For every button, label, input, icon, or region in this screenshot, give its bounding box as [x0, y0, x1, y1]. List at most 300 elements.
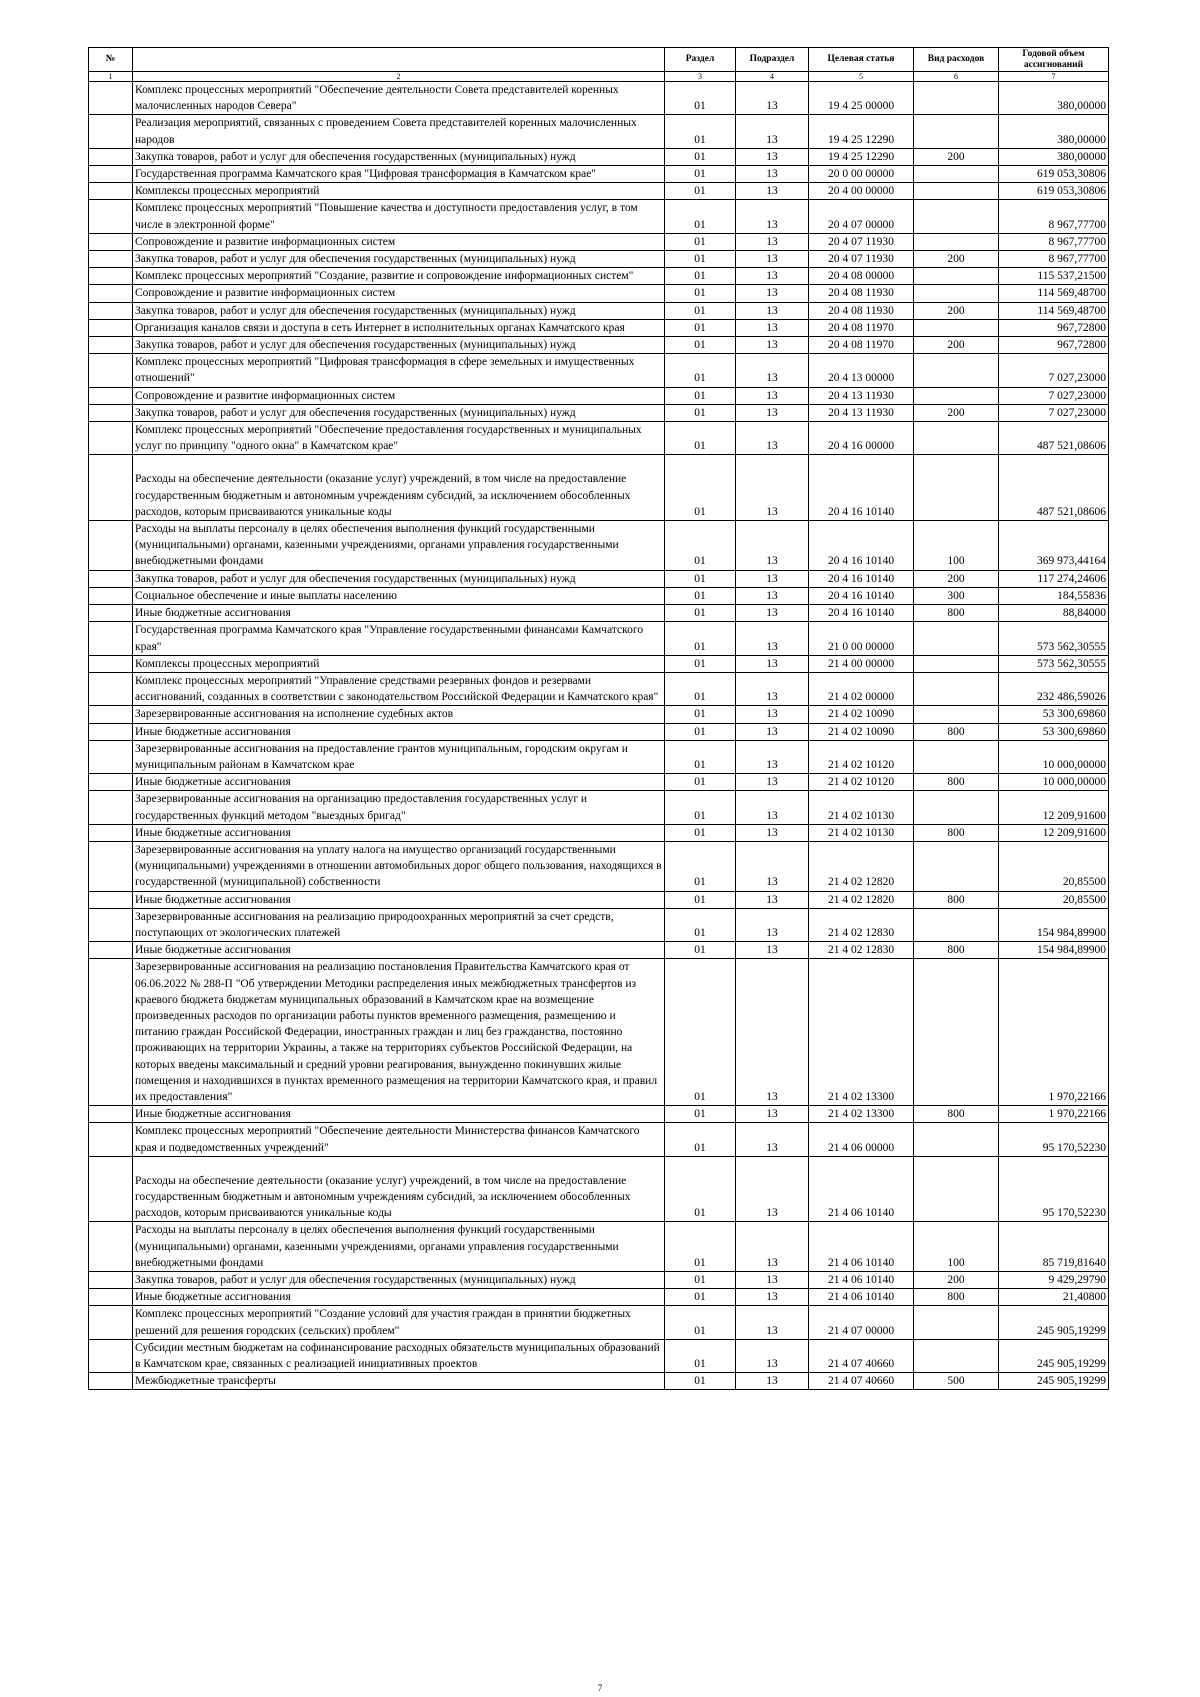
cell-razdel: 01 — [665, 422, 736, 455]
cell-amount: 573 562,30555 — [999, 622, 1109, 655]
cell-no — [89, 791, 133, 824]
cell-razdel: 01 — [665, 1373, 736, 1390]
cell-target: 20 4 16 10140 — [809, 587, 914, 604]
table-row — [89, 1222, 1109, 1272]
cell-amount: 8 967,77700 — [999, 251, 1109, 268]
cell-amount: 7 027,23000 — [999, 404, 1109, 421]
cell-razdel: 01 — [665, 166, 736, 183]
cell-razdel: 01 — [665, 82, 736, 115]
cell-podrazdel: 13 — [736, 655, 809, 672]
cell-vid — [914, 183, 999, 200]
cell-target: 21 4 02 10120 — [809, 740, 914, 773]
table-row — [89, 337, 1109, 354]
cell-amount: 380,00000 — [999, 115, 1109, 148]
cell-razdel: 01 — [665, 942, 736, 959]
cell-no — [89, 570, 133, 587]
cell-name: Комплекс процессных мероприятий "Управление средствами резервных фондов и резервами ассигнований, созданных в соответствии с законодательством Российской Федерации и Камчатского края" — [133, 672, 665, 705]
cell-podrazdel: 13 — [736, 1272, 809, 1289]
cell-vid — [914, 285, 999, 302]
header-podrazdel: Подраздел — [736, 48, 809, 72]
cell-target: 20 4 16 10140 — [809, 521, 914, 571]
cell-razdel: 01 — [665, 148, 736, 165]
cell-razdel: 01 — [665, 959, 736, 1106]
cell-no — [89, 942, 133, 959]
cell-no — [89, 824, 133, 841]
cell-razdel: 01 — [665, 387, 736, 404]
cell-vid: 800 — [914, 723, 999, 740]
cell-amount: 21,40800 — [999, 1289, 1109, 1306]
column-number: 6 — [914, 72, 999, 82]
cell-razdel: 01 — [665, 824, 736, 841]
cell-vid — [914, 166, 999, 183]
cell-target: 20 4 08 11970 — [809, 319, 914, 336]
cell-no — [89, 148, 133, 165]
cell-name: Иные бюджетные ассигнования — [133, 1289, 665, 1306]
cell-podrazdel: 13 — [736, 183, 809, 200]
cell-amount: 114 569,48700 — [999, 302, 1109, 319]
cell-amount: 53 300,69860 — [999, 706, 1109, 723]
cell-name: Государственная программа Камчатского края "Управление государственными финансами Камчатского края" — [133, 622, 665, 655]
cell-razdel: 01 — [665, 622, 736, 655]
table-row — [89, 1306, 1109, 1339]
cell-vid — [914, 908, 999, 941]
cell-vid — [914, 1339, 999, 1372]
cell-no — [89, 605, 133, 622]
cell-name: Зарезервированные ассигнования на реализацию постановления Правительства Камчатского края от 06.06.2022 № 288-П "Об утверждении Методики распределения иных межбюджетных трансфертов из краевого бюджета бюджетам муниципальных образований в Камчатском крае на возмещение произведенных расходов по организации работы пунктов временного размещения, размещению и питанию граждан Российской Федерации, иностранных граждан и лиц без гражданства, постоянно проживающих на территории Украины, а также на территориях субъектов Российской Федерации, на которых введены максимальный и средний уровни реагирования, вынужденно покинувших жилые помещения и находившихся в пунктах временного размещения на территории Камчатского края, и правил их предоставления" — [133, 959, 665, 1106]
cell-target: 21 4 00 00000 — [809, 655, 914, 672]
cell-podrazdel: 13 — [736, 908, 809, 941]
cell-razdel: 01 — [665, 908, 736, 941]
cell-name: Закупка товаров, работ и услуг для обеспечения государственных (муниципальных) нужд — [133, 251, 665, 268]
table-row — [89, 82, 1109, 115]
cell-amount: 8 967,77700 — [999, 200, 1109, 233]
cell-name: Иные бюджетные ассигнования — [133, 891, 665, 908]
table-row — [89, 740, 1109, 773]
cell-target: 21 4 02 12820 — [809, 891, 914, 908]
cell-podrazdel: 13 — [736, 268, 809, 285]
cell-target: 19 4 25 12290 — [809, 115, 914, 148]
cell-no — [89, 1339, 133, 1372]
cell-podrazdel: 13 — [736, 1373, 809, 1390]
cell-target: 20 4 08 11970 — [809, 337, 914, 354]
cell-vid — [914, 841, 999, 891]
cell-vid: 200 — [914, 337, 999, 354]
cell-vid: 800 — [914, 891, 999, 908]
cell-razdel: 01 — [665, 1123, 736, 1156]
cell-amount: 573 562,30555 — [999, 655, 1109, 672]
cell-amount: 88,84000 — [999, 605, 1109, 622]
cell-podrazdel: 13 — [736, 706, 809, 723]
cell-name: Зарезервированные ассигнования на исполнение судебных актов — [133, 706, 665, 723]
cell-name: Комплекс процессных мероприятий "Обеспечение деятельности Совета представителей коренных малочисленных народов Севера" — [133, 82, 665, 115]
cell-vid: 800 — [914, 824, 999, 841]
cell-name: Расходы на обеспечение деятельности (оказание услуг) учреждений, в том числе на предоставление государственным бюджетным и автономным учреждениям субсидий, за исключением обособленных расходов, которым присваиваются уникальные коды — [133, 1156, 665, 1222]
table-row — [89, 587, 1109, 604]
cell-no — [89, 1373, 133, 1390]
cell-vid: 500 — [914, 1373, 999, 1390]
cell-vid: 800 — [914, 1106, 999, 1123]
cell-amount: 20,85500 — [999, 841, 1109, 891]
table-row — [89, 148, 1109, 165]
cell-name: Сопровождение и развитие информационных систем — [133, 285, 665, 302]
cell-no — [89, 891, 133, 908]
cell-razdel: 01 — [665, 200, 736, 233]
cell-podrazdel: 13 — [736, 319, 809, 336]
cell-target: 20 4 08 11930 — [809, 302, 914, 319]
cell-podrazdel: 13 — [736, 521, 809, 571]
cell-amount: 114 569,48700 — [999, 285, 1109, 302]
cell-razdel: 01 — [665, 233, 736, 250]
cell-podrazdel: 13 — [736, 233, 809, 250]
cell-amount: 95 170,52230 — [999, 1123, 1109, 1156]
cell-no — [89, 455, 133, 521]
cell-name: Комплекс процессных мероприятий "Создание условий для участия граждан в принятии бюджетных решений для решения городских (сельских) проблем" — [133, 1306, 665, 1339]
cell-amount: 154 984,89900 — [999, 942, 1109, 959]
cell-name: Закупка товаров, работ и услуг для обеспечения государственных (муниципальных) нужд — [133, 570, 665, 587]
cell-no — [89, 841, 133, 891]
cell-razdel: 01 — [665, 740, 736, 773]
table-row — [89, 422, 1109, 455]
cell-name: Расходы на выплаты персоналу в целях обеспечения выполнения функций государственными (муниципальными) органами, казенными учреждениями, органами управления государственными внебюджетными фондами — [133, 1222, 665, 1272]
cell-target: 21 4 02 10090 — [809, 706, 914, 723]
cell-vid — [914, 672, 999, 705]
cell-name: Социальное обеспечение и иные выплаты населению — [133, 587, 665, 604]
cell-podrazdel: 13 — [736, 570, 809, 587]
cell-no — [89, 404, 133, 421]
cell-vid — [914, 622, 999, 655]
cell-amount: 20,85500 — [999, 891, 1109, 908]
cell-amount: 967,72800 — [999, 337, 1109, 354]
cell-name: Комплексы процессных мероприятий — [133, 183, 665, 200]
cell-no — [89, 251, 133, 268]
cell-amount: 619 053,30806 — [999, 166, 1109, 183]
cell-name: Организация каналов связи и доступа в сеть Интернет в исполнительных органах Камчатского края — [133, 319, 665, 336]
header-vid: Вид расходов — [914, 48, 999, 72]
cell-target: 21 4 02 12820 — [809, 841, 914, 891]
cell-vid — [914, 740, 999, 773]
column-number: 2 — [133, 72, 665, 82]
cell-razdel: 01 — [665, 354, 736, 387]
header-name — [133, 48, 665, 72]
cell-vid: 100 — [914, 521, 999, 571]
cell-name: Зарезервированные ассигнования на реализацию природоохранных мероприятий за счет средств, поступающих от экологических платежей — [133, 908, 665, 941]
cell-amount: 9 429,29790 — [999, 1272, 1109, 1289]
table-row — [89, 404, 1109, 421]
cell-amount: 95 170,52230 — [999, 1156, 1109, 1222]
column-number: 3 — [665, 72, 736, 82]
table-row — [89, 115, 1109, 148]
cell-no — [89, 166, 133, 183]
cell-podrazdel: 13 — [736, 285, 809, 302]
cell-no — [89, 706, 133, 723]
cell-razdel: 01 — [665, 891, 736, 908]
cell-no — [89, 302, 133, 319]
cell-razdel: 01 — [665, 455, 736, 521]
cell-name: Иные бюджетные ассигнования — [133, 774, 665, 791]
cell-razdel: 01 — [665, 1289, 736, 1306]
cell-amount: 1 970,22166 — [999, 959, 1109, 1106]
cell-name: Реализация мероприятий, связанных с проведением Совета представителей коренных малочисленных народов — [133, 115, 665, 148]
cell-no — [89, 1272, 133, 1289]
header-no: № — [89, 48, 133, 72]
cell-amount: 10 000,00000 — [999, 774, 1109, 791]
cell-no — [89, 655, 133, 672]
table-row — [89, 1156, 1109, 1222]
cell-podrazdel: 13 — [736, 622, 809, 655]
cell-no — [89, 268, 133, 285]
table-row — [89, 233, 1109, 250]
cell-podrazdel: 13 — [736, 455, 809, 521]
table-row — [89, 285, 1109, 302]
cell-vid: 800 — [914, 605, 999, 622]
cell-no — [89, 1123, 133, 1156]
cell-vid — [914, 655, 999, 672]
cell-razdel: 01 — [665, 655, 736, 672]
table-row — [89, 1123, 1109, 1156]
cell-amount: 487 521,08606 — [999, 455, 1109, 521]
cell-amount: 117 274,24606 — [999, 570, 1109, 587]
cell-razdel: 01 — [665, 1156, 736, 1222]
table-row — [89, 791, 1109, 824]
cell-amount: 619 053,30806 — [999, 183, 1109, 200]
cell-vid — [914, 1156, 999, 1222]
column-number: 7 — [999, 72, 1109, 82]
cell-amount: 380,00000 — [999, 148, 1109, 165]
cell-podrazdel: 13 — [736, 1123, 809, 1156]
cell-vid: 200 — [914, 251, 999, 268]
cell-name: Иные бюджетные ассигнования — [133, 723, 665, 740]
cell-name: Иные бюджетные ассигнования — [133, 824, 665, 841]
cell-target: 21 4 06 10140 — [809, 1289, 914, 1306]
table-row — [89, 570, 1109, 587]
cell-razdel: 01 — [665, 723, 736, 740]
cell-name: Расходы на обеспечение деятельности (оказание услуг) учреждений, в том числе на предоставление государственным бюджетным и автономным учреждениям субсидий, за исключением обособленных расходов, которым присваиваются уникальные коды — [133, 455, 665, 521]
cell-podrazdel: 13 — [736, 354, 809, 387]
cell-vid — [914, 455, 999, 521]
table-row — [89, 824, 1109, 841]
cell-name: Зарезервированные ассигнования на организацию предоставления государственных услуг и государственных функций методом "выездных бригад" — [133, 791, 665, 824]
cell-name: Закупка товаров, работ и услуг для обеспечения государственных (муниципальных) нужд — [133, 337, 665, 354]
cell-vid — [914, 387, 999, 404]
cell-razdel: 01 — [665, 1272, 736, 1289]
cell-vid: 800 — [914, 774, 999, 791]
cell-podrazdel: 13 — [736, 337, 809, 354]
cell-target: 21 4 02 10090 — [809, 723, 914, 740]
cell-vid — [914, 268, 999, 285]
cell-amount: 10 000,00000 — [999, 740, 1109, 773]
cell-target: 20 4 16 00000 — [809, 422, 914, 455]
cell-target: 20 4 16 10140 — [809, 605, 914, 622]
cell-amount: 12 209,91600 — [999, 791, 1109, 824]
table-row — [89, 1106, 1109, 1123]
cell-razdel: 01 — [665, 183, 736, 200]
cell-target: 20 4 13 00000 — [809, 354, 914, 387]
table-row — [89, 268, 1109, 285]
cell-podrazdel: 13 — [736, 841, 809, 891]
cell-vid: 100 — [914, 1222, 999, 1272]
cell-podrazdel: 13 — [736, 148, 809, 165]
cell-podrazdel: 13 — [736, 115, 809, 148]
cell-target: 21 4 02 10120 — [809, 774, 914, 791]
cell-amount: 7 027,23000 — [999, 354, 1109, 387]
cell-podrazdel: 13 — [736, 302, 809, 319]
cell-razdel: 01 — [665, 605, 736, 622]
cell-razdel: 01 — [665, 774, 736, 791]
cell-no — [89, 587, 133, 604]
table-row — [89, 1289, 1109, 1306]
cell-podrazdel: 13 — [736, 942, 809, 959]
cell-name: Закупка товаров, работ и услуг для обеспечения государственных (муниципальных) нужд — [133, 302, 665, 319]
cell-vid — [914, 791, 999, 824]
cell-no — [89, 319, 133, 336]
cell-no — [89, 622, 133, 655]
cell-vid — [914, 200, 999, 233]
cell-target: 20 4 08 00000 — [809, 268, 914, 285]
cell-amount: 184,55836 — [999, 587, 1109, 604]
cell-amount: 115 537,21500 — [999, 268, 1109, 285]
table-row — [89, 302, 1109, 319]
cell-podrazdel: 13 — [736, 959, 809, 1106]
cell-amount: 245 905,19299 — [999, 1339, 1109, 1372]
cell-amount: 53 300,69860 — [999, 723, 1109, 740]
table-row — [89, 251, 1109, 268]
cell-podrazdel: 13 — [736, 1222, 809, 1272]
cell-name: Сопровождение и развитие информационных систем — [133, 387, 665, 404]
cell-podrazdel: 13 — [736, 1156, 809, 1222]
table-row — [89, 1272, 1109, 1289]
cell-no — [89, 387, 133, 404]
cell-name: Сопровождение и развитие информационных систем — [133, 233, 665, 250]
cell-vid: 200 — [914, 302, 999, 319]
cell-no — [89, 422, 133, 455]
cell-podrazdel: 13 — [736, 387, 809, 404]
table-row — [89, 942, 1109, 959]
cell-amount: 7 027,23000 — [999, 387, 1109, 404]
cell-no — [89, 959, 133, 1106]
cell-target: 21 4 02 10130 — [809, 824, 914, 841]
cell-name: Закупка товаров, работ и услуг для обеспечения государственных (муниципальных) нужд — [133, 148, 665, 165]
cell-razdel: 01 — [665, 1339, 736, 1372]
column-number: 1 — [89, 72, 133, 82]
cell-amount: 245 905,19299 — [999, 1306, 1109, 1339]
table-row — [89, 1373, 1109, 1390]
cell-vid: 800 — [914, 1289, 999, 1306]
cell-no — [89, 115, 133, 148]
column-number-row — [89, 72, 1109, 82]
table-row — [89, 200, 1109, 233]
cell-razdel: 01 — [665, 570, 736, 587]
cell-target: 19 4 25 00000 — [809, 82, 914, 115]
cell-podrazdel: 13 — [736, 422, 809, 455]
table-row — [89, 521, 1109, 571]
cell-target: 21 4 06 00000 — [809, 1123, 914, 1156]
cell-name: Закупка товаров, работ и услуг для обеспечения государственных (муниципальных) нужд — [133, 404, 665, 421]
cell-no — [89, 1156, 133, 1222]
cell-podrazdel: 13 — [736, 605, 809, 622]
cell-amount: 967,72800 — [999, 319, 1109, 336]
cell-amount: 1 970,22166 — [999, 1106, 1109, 1123]
cell-razdel: 01 — [665, 115, 736, 148]
cell-target: 21 0 00 00000 — [809, 622, 914, 655]
column-number: 5 — [809, 72, 914, 82]
cell-target: 20 4 13 11930 — [809, 404, 914, 421]
cell-target: 21 4 02 00000 — [809, 672, 914, 705]
cell-name: Комплекс процессных мероприятий "Создание, развитие и сопровождение информационных систем" — [133, 268, 665, 285]
cell-no — [89, 82, 133, 115]
table-row — [89, 672, 1109, 705]
cell-no — [89, 354, 133, 387]
cell-target: 20 4 08 11930 — [809, 285, 914, 302]
cell-podrazdel: 13 — [736, 723, 809, 740]
table-row — [89, 354, 1109, 387]
cell-name: Иные бюджетные ассигнования — [133, 1106, 665, 1123]
table-header-row — [89, 48, 1109, 72]
table-body — [89, 82, 1109, 1390]
cell-no — [89, 1289, 133, 1306]
cell-razdel: 01 — [665, 706, 736, 723]
cell-target: 20 4 07 00000 — [809, 200, 914, 233]
table-row — [89, 622, 1109, 655]
cell-target: 20 4 13 11930 — [809, 387, 914, 404]
header-amount: Годовой объем ассигнований — [999, 48, 1109, 72]
table-row — [89, 183, 1109, 200]
table-row — [89, 319, 1109, 336]
cell-razdel: 01 — [665, 404, 736, 421]
cell-vid — [914, 115, 999, 148]
cell-name: Комплекс процессных мероприятий "Обеспечение предоставления государственных и муниципальных услуг по принципу "одного окна" в Камчатском крае" — [133, 422, 665, 455]
cell-podrazdel: 13 — [736, 740, 809, 773]
cell-amount: 12 209,91600 — [999, 824, 1109, 841]
cell-target: 21 4 06 10140 — [809, 1156, 914, 1222]
cell-podrazdel: 13 — [736, 1106, 809, 1123]
cell-razdel: 01 — [665, 1106, 736, 1123]
cell-vid — [914, 319, 999, 336]
cell-razdel: 01 — [665, 587, 736, 604]
cell-no — [89, 1106, 133, 1123]
cell-amount: 85 719,81640 — [999, 1222, 1109, 1272]
cell-podrazdel: 13 — [736, 251, 809, 268]
cell-name: Зарезервированные ассигнования на предоставление грантов муниципальным, городским округам и муниципальным районам в Камчатском крае — [133, 740, 665, 773]
cell-vid — [914, 1123, 999, 1156]
cell-podrazdel: 13 — [736, 166, 809, 183]
cell-razdel: 01 — [665, 841, 736, 891]
table-row — [89, 841, 1109, 891]
cell-no — [89, 908, 133, 941]
cell-podrazdel: 13 — [736, 1306, 809, 1339]
cell-razdel: 01 — [665, 672, 736, 705]
cell-razdel: 01 — [665, 337, 736, 354]
cell-razdel: 01 — [665, 268, 736, 285]
cell-amount: 154 984,89900 — [999, 908, 1109, 941]
cell-name: Комплекс процессных мероприятий "Повышение качества и доступности предоставления услуг, в том числе в электронной форме" — [133, 200, 665, 233]
header-target: Целевая статья — [809, 48, 914, 72]
cell-podrazdel: 13 — [736, 672, 809, 705]
cell-razdel: 01 — [665, 521, 736, 571]
cell-razdel: 01 — [665, 1306, 736, 1339]
cell-target: 20 4 00 00000 — [809, 183, 914, 200]
cell-name: Межбюджетные трансферты — [133, 1373, 665, 1390]
cell-vid — [914, 233, 999, 250]
table-row — [89, 723, 1109, 740]
cell-name: Комплекс процессных мероприятий "Обеспечение деятельности Министерства финансов Камчатского края и подведомственных учреждений" — [133, 1123, 665, 1156]
cell-razdel: 01 — [665, 319, 736, 336]
page-number: 7 — [597, 1683, 603, 1693]
cell-no — [89, 723, 133, 740]
cell-podrazdel: 13 — [736, 824, 809, 841]
cell-target: 20 4 16 10140 — [809, 455, 914, 521]
cell-podrazdel: 13 — [736, 1289, 809, 1306]
cell-podrazdel: 13 — [736, 82, 809, 115]
